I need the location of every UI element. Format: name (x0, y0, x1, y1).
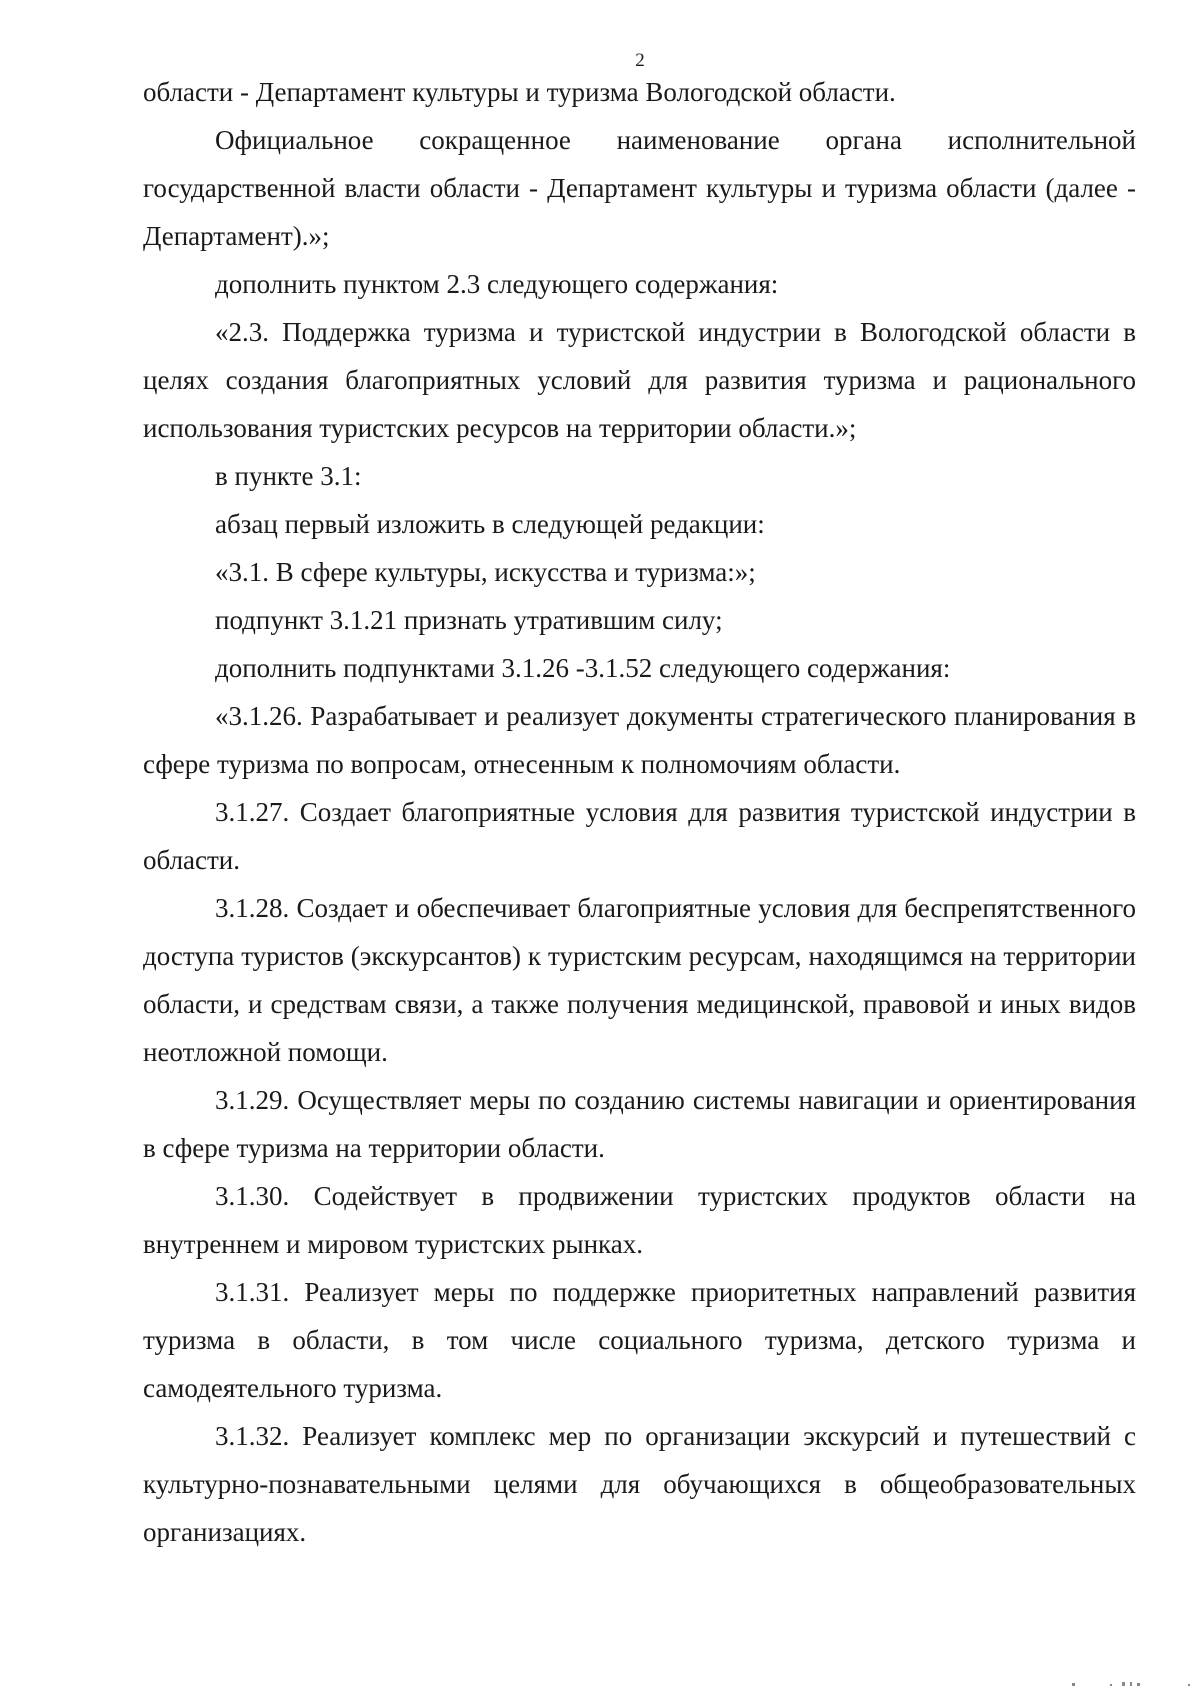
paragraph-4: «2.3. Поддержка туризма и туристской индустрии в Вологодской области в целях создания благоприятных условий для развития туризма и рационального использования туристских ресурсов на территории области.»; (143, 317, 1136, 443)
paragraph-5: в пункте 3.1: (215, 461, 362, 491)
paragraph-8: подпункт 3.1.21 признать утратившим силу; (215, 605, 723, 635)
paragraph-7: «3.1. В сфере культуры, искусства и туризма:»; (215, 557, 756, 587)
paragraph-14: 3.1.30. Содействует в продвижении туристских продуктов области на внутреннем и мировом туристских рынках. (143, 1181, 1136, 1259)
paragraph-10: «3.1.26. Разрабатывает и реализует документы стратегического планирования в сфере туризма по вопросам, отнесенным к полномочиям области. (143, 701, 1136, 779)
paragraph-2: Официальное сокращенное наименование органа исполнительной государственной власти области - Департамент культуры и туризма области (далее - Департамент).»; (143, 125, 1136, 251)
paragraph-15: 3.1.31. Реализует меры по поддержке приоритетных направлений развития туризма в области, в том числе социального туризма, детского туризма и самодеятельного туризма. (143, 1277, 1136, 1403)
paragraph-9: дополнить подпунктами 3.1.26 -3.1.52 следующего содержания: (215, 653, 951, 683)
document-body (143, 68, 1136, 1556)
paragraph-13: 3.1.29. Осуществляет меры по созданию системы навигации и ориентирования в сфере туризма на территории области. (143, 1085, 1136, 1163)
scan-artifact-marks (1070, 1675, 1198, 1695)
paragraph-6: абзац первый изложить в следующей редакции: (215, 509, 765, 539)
paragraph-1: области - Департамент культуры и туризма Вологодской области. (143, 77, 896, 107)
paragraph-12: 3.1.28. Создает и обеспечивает благоприятные условия для беспрепятственного доступа туристов (экскурсантов) к туристским ресурсам, находящимся на территории области, и средствам связи, а также получения медицинской, правовой и иных видов неотложной помощи. (143, 893, 1136, 1067)
paragraph-16: 3.1.32. Реализует комплекс мер по организации экскурсий и путешествий с культурно-познавательными целями для обучающихся в общеобразовательных организациях. (143, 1421, 1136, 1547)
paragraph-11: 3.1.27. Создает благоприятные условия для развития туристской индустрии в области. (143, 797, 1136, 875)
paragraph-3: дополнить пунктом 2.3 следующего содержания: (215, 269, 779, 299)
page-number: 2 (635, 50, 645, 71)
